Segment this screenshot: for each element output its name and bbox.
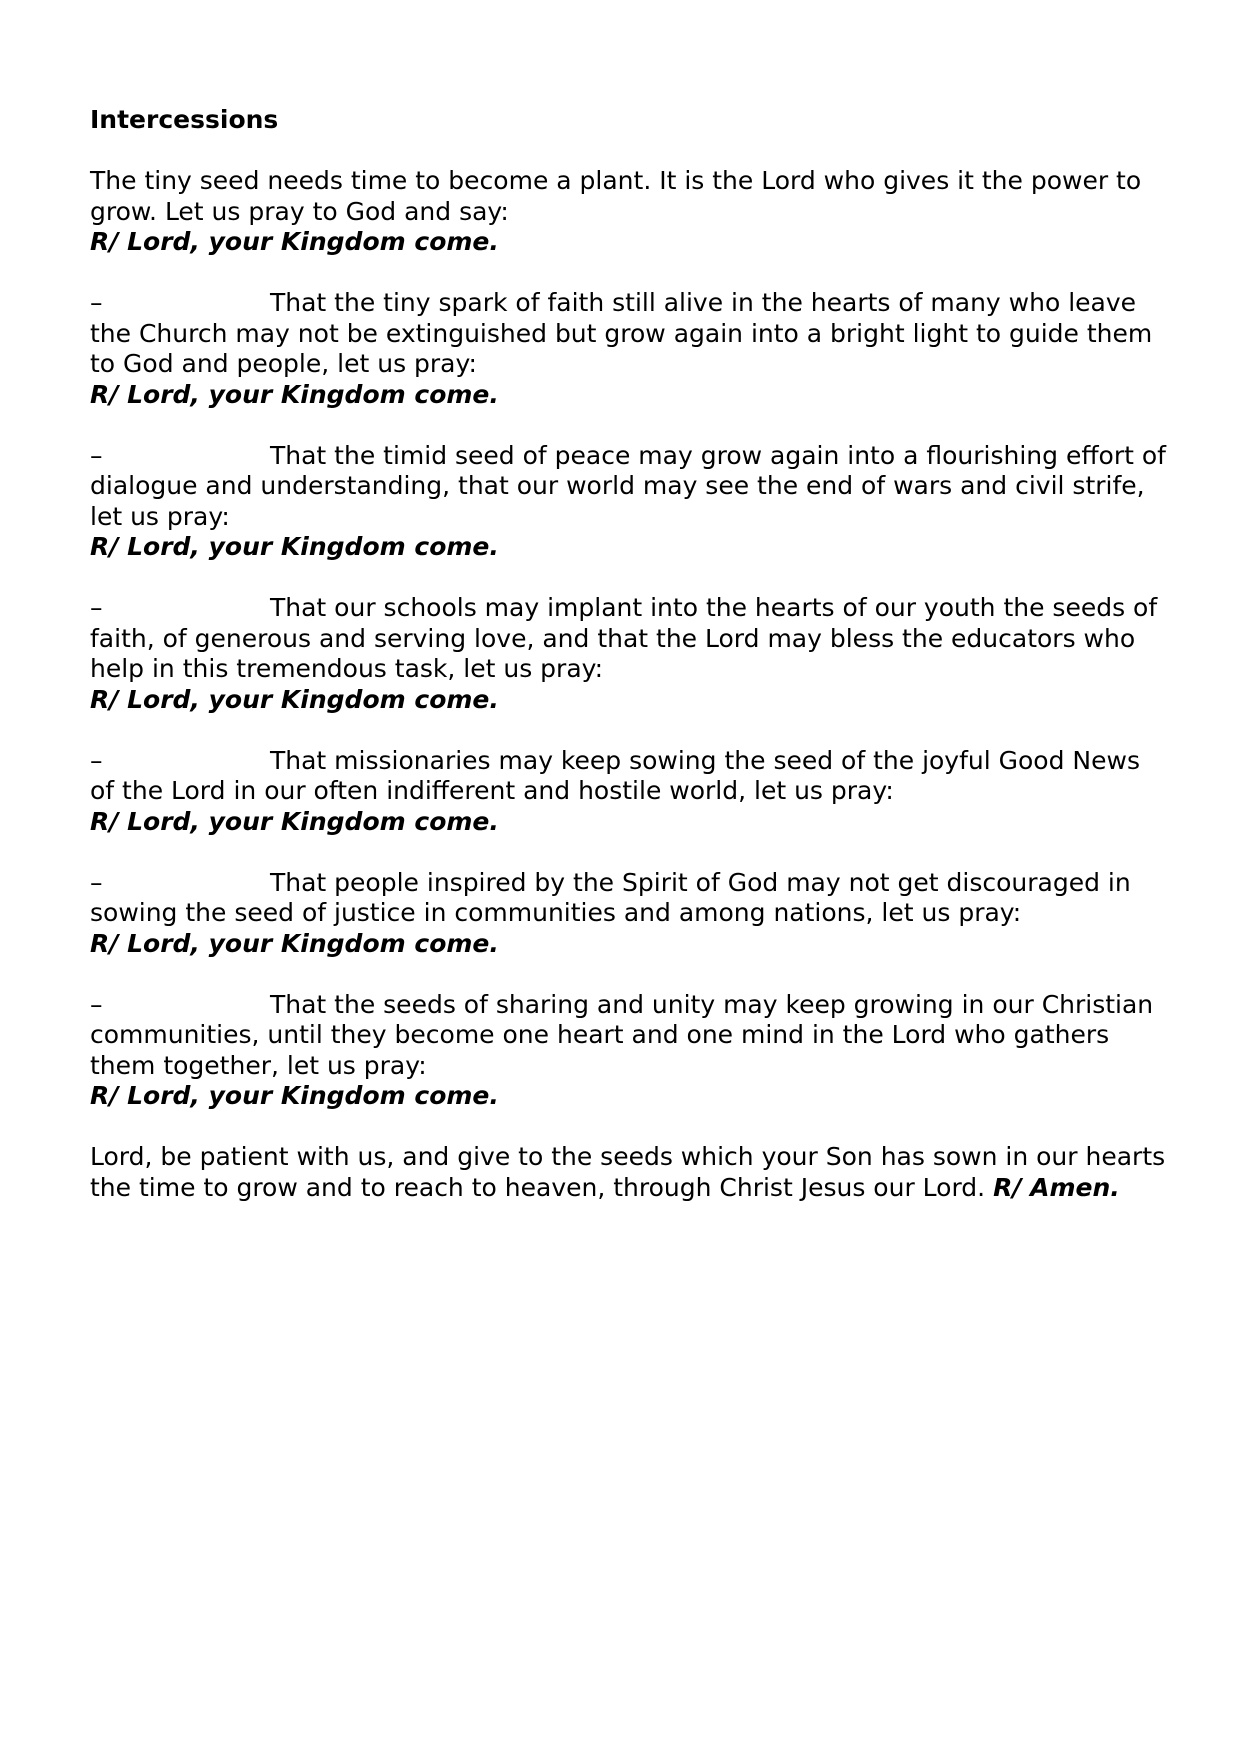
petition-bullet: – (90, 989, 103, 1019)
petition-bullet: – (90, 745, 103, 775)
petition-text (90, 441, 1166, 531)
petition-text (90, 990, 1153, 1080)
intro-response: R/ Lord, your Kingdom come. (90, 227, 499, 256)
petition-bullet: – (90, 440, 103, 470)
petition-bullet: – (90, 593, 103, 622)
petition-response: R/ Lord, your Kingdom come. (90, 1081, 499, 1110)
petition-response: R/ Lord, your Kingdom come. (90, 379, 499, 409)
petition-body: That the timid seed of peace may grow again into a flourishing effort of dialogue and understanding, that our world may see the end of wars and civil strife, let us pray: (90, 440, 1166, 531)
document-page (90, 105, 1170, 1234)
petition-response: R/ Lord, your Kingdom come. (90, 532, 499, 561)
petition-bullet: – (90, 288, 103, 317)
petition-body: That missionaries may keep sowing the seed of the joyful Good News of the Lord in our often indifferent and hostile world, let us pray: (90, 745, 1140, 805)
petition (90, 288, 1170, 410)
document-title: Intercessions (90, 105, 279, 134)
closing-text: Lord, be patient with us, and give to the seeds which your Son has sown in our hearts the time to grow and to reach to heaven, through Christ Jesus our Lord. (90, 1142, 1166, 1202)
petition-text (90, 868, 1131, 928)
petition-body: That the seeds of sharing and unity may keep growing in our Christian communities, until they become one heart and one mind in the Lord who gathers them together, let us pray: (90, 989, 1154, 1080)
petition-response: R/ Lord, your Kingdom come. (90, 684, 499, 714)
closing-paragraph (90, 1142, 1170, 1203)
petition-text (90, 288, 1152, 378)
petition-response: R/ Lord, your Kingdom come. (90, 806, 499, 836)
petition (90, 441, 1170, 563)
intro-text: The tiny seed needs time to become a plant. It is the Lord who gives it the power to grow. Let us pray to God and say: (90, 166, 1142, 226)
petition-response: R/ Lord, your Kingdom come. (90, 928, 499, 958)
petition (90, 990, 1170, 1112)
petition-text (90, 746, 1140, 806)
petition-body: That people inspired by the Spirit of God may not get discouraged in sowing the seed of justice in communities and among nations, let us pray: (90, 867, 1131, 927)
intro-paragraph (90, 166, 1170, 258)
petition-bullet: – (90, 867, 103, 897)
petition-text (90, 593, 1157, 683)
petition (90, 746, 1170, 838)
petition-body: That our schools may implant into the hearts of our youth the seeds of faith, of generous and serving love, and that the Lord may bless the educators who help in this tremendous task, let us pray: (90, 593, 1158, 683)
petition (90, 593, 1170, 715)
closing-response: R/ Amen. (993, 1172, 1120, 1202)
petition-body: That the tiny spark of faith still alive in the hearts of many who leave the Church may not be extinguished but grow again into a bright light to guide them to God and people, let us pray: (90, 288, 1153, 378)
petition (90, 868, 1170, 960)
